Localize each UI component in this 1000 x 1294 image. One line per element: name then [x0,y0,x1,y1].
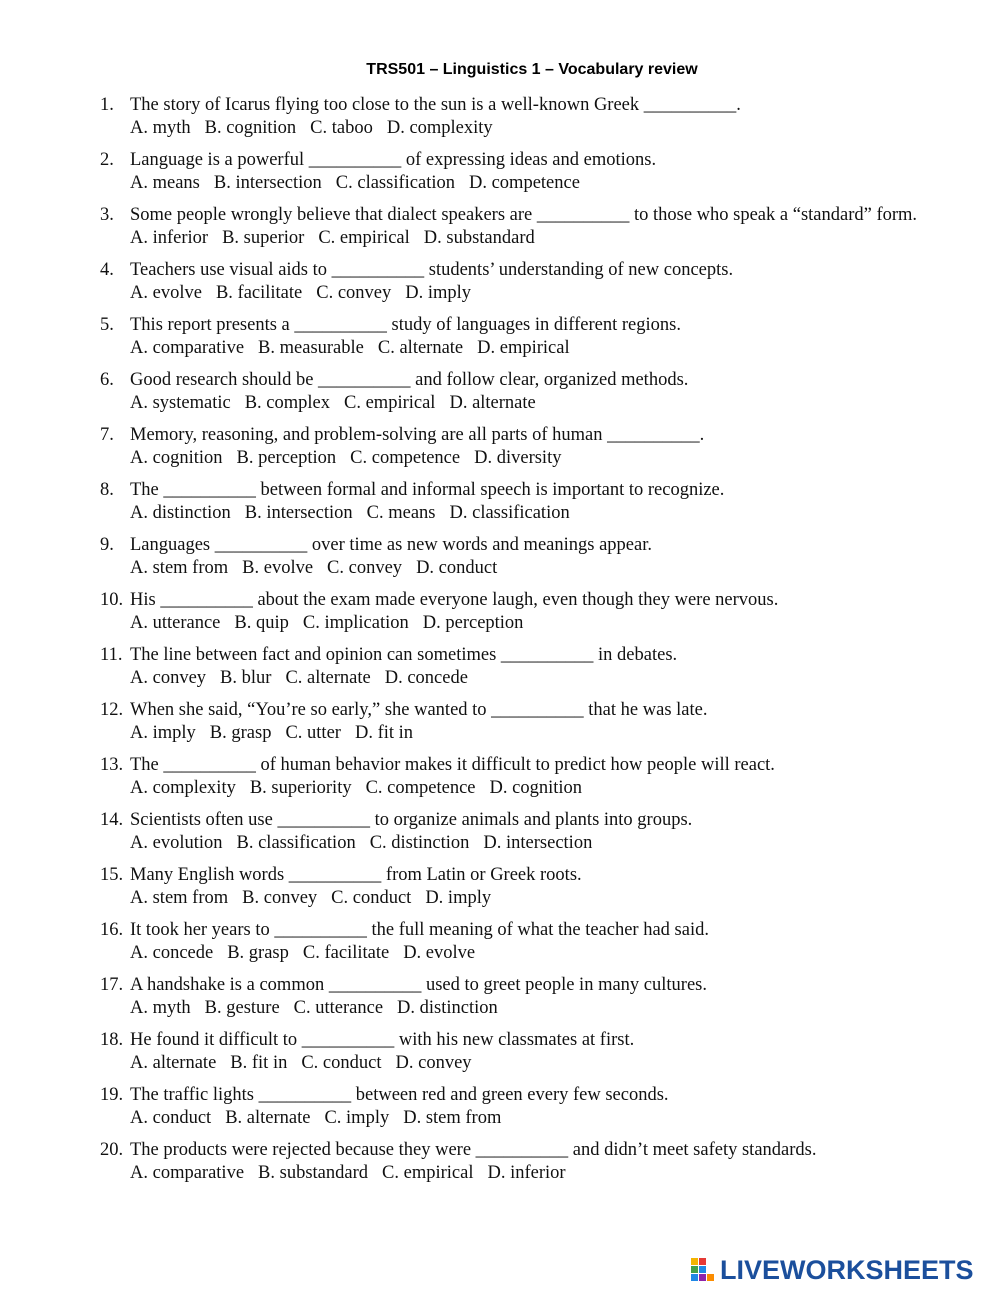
question-stem: Scientists often use __________ to organize animals and plants into groups. [130,810,693,830]
answer-option[interactable]: D. imply [405,283,472,303]
question-number: 18. [100,1030,124,1050]
answer-option[interactable]: C. classification [335,173,455,193]
question-number: 13. [100,755,124,775]
question-number: 20. [100,1140,124,1160]
question-stem: Language is a powerful __________ of expressing ideas and emotions. [130,150,657,170]
answer-option[interactable]: B. intersection [213,173,322,193]
answer-option[interactable]: C. alternate [377,338,464,358]
answer-option[interactable]: C. implication [302,613,409,633]
answer-option[interactable]: D. inferior [487,1163,566,1183]
question-item [100,369,960,415]
answer-option[interactable]: C. empirical [344,393,436,413]
answer-option[interactable]: B. perception [236,448,337,468]
answer-options [130,997,960,1020]
question-stem: Some people wrongly believe that dialect speakers are __________ to those who speak a “standard” form. [130,205,918,225]
answer-option[interactable]: A. convey [130,668,207,688]
answer-option[interactable]: D. evolve [403,943,476,963]
answer-option[interactable]: D. diversity [474,448,562,468]
answer-option[interactable]: B. intersection [244,503,353,523]
question-item [100,314,960,360]
question-stem: The story of Icarus flying too close to the sun is a well-known Greek __________. [130,95,741,115]
answer-options [130,447,960,470]
answer-option[interactable]: B. cognition [204,118,297,138]
answer-option[interactable]: D. fit in [354,723,414,743]
answer-option[interactable]: D. imply [425,888,492,908]
question-number: 8. [100,480,114,500]
question-number: 15. [100,865,124,885]
question-number: 1. [100,95,114,115]
answer-option[interactable]: A. alternate [130,1053,217,1073]
answer-option[interactable]: C. means [366,503,436,523]
answer-option[interactable]: A. comparative [130,1163,245,1183]
answer-option[interactable]: A. means [130,173,200,193]
question-item [100,809,960,855]
question-item [100,754,960,800]
question-item [100,919,960,965]
question-number: 7. [100,425,114,445]
answer-option[interactable]: B. gesture [204,998,280,1018]
question-number: 16. [100,920,124,940]
answer-option[interactable]: A. stem from [130,558,229,578]
answer-option[interactable]: A. conduct [130,1108,212,1128]
answer-option[interactable]: A. inferior [130,228,209,248]
answer-options [130,942,960,965]
answer-option[interactable]: A. distinction [130,503,231,523]
liveworksheets-logo-icon [690,1257,716,1283]
page-title: TRS501 – Linguistics 1 – Vocabulary review [366,61,698,78]
answer-option[interactable]: D. perception [422,613,524,633]
answer-option[interactable]: A. myth [130,998,191,1018]
answer-options [130,1162,960,1185]
answer-option[interactable]: D. intersection [483,833,593,853]
question-number: 3. [100,205,114,225]
liveworksheets-logo[interactable] [690,1252,990,1288]
question-list [100,94,960,1194]
answer-option[interactable]: C. competence [350,448,461,468]
answer-option[interactable]: C. conduct [301,1053,382,1073]
question-item [100,699,960,745]
answer-options [130,1107,960,1130]
question-number: 6. [100,370,114,390]
answer-option[interactable]: C. competence [365,778,476,798]
question-item [100,259,960,305]
answer-option[interactable]: C. convey [327,558,403,578]
answer-option[interactable]: D. complexity [386,118,493,138]
answer-option[interactable]: C. conduct [331,888,412,908]
question-stem: Good research should be __________ and follow clear, organized methods. [130,370,689,390]
question-stem: The line between fact and opinion can sometimes __________ in debates. [130,645,678,665]
answer-option[interactable]: B. alternate [225,1108,311,1128]
question-number: 19. [100,1085,124,1105]
question-number: 9. [100,535,114,555]
answer-options [130,612,960,635]
answer-options [130,172,960,195]
question-number: 11. [100,645,123,665]
question-stem: The products were rejected because they were __________ and didn’t meet safety standards. [130,1140,817,1160]
answer-options [130,777,960,800]
question-item [100,149,960,195]
logo-text: LIVEWORKSHEETS [720,1254,974,1285]
answer-option[interactable]: B. convey [242,888,318,908]
answer-option[interactable]: B. superior [222,228,305,248]
question-stem: The __________ of human behavior makes it difficult to predict how people will react. [130,755,775,775]
answer-options [130,557,960,580]
answer-options [130,887,960,910]
answer-option[interactable]: C. utterance [293,998,384,1018]
question-item [100,864,960,910]
answer-option[interactable]: B. grasp [209,723,272,743]
question-number: 12. [100,700,124,720]
question-item [100,1139,960,1185]
answer-option[interactable]: D. distinction [397,998,498,1018]
answer-option[interactable]: B. classification [236,833,356,853]
answer-option[interactable]: C. distinction [369,833,470,853]
answer-options [130,392,960,415]
answer-option[interactable]: A. evolve [130,283,202,303]
answer-option[interactable]: B. substandard [258,1163,369,1183]
answer-option[interactable]: C. convey [316,283,392,303]
question-item [100,1029,960,1075]
question-number: 10. [100,590,124,610]
question-item [100,534,960,580]
question-item [100,974,960,1020]
answer-option[interactable]: C. facilitate [302,943,390,963]
answer-option[interactable]: B. measurable [258,338,364,358]
answer-option[interactable]: B. facilitate [215,283,303,303]
question-number: 17. [100,975,124,995]
answer-options [130,282,960,305]
question-item [100,1084,960,1130]
answer-option[interactable]: D. competence [468,173,580,193]
answer-option[interactable]: D. stem from [403,1108,502,1128]
answer-option[interactable]: A. utterance [130,613,221,633]
question-stem: Teachers use visual aids to __________ students’ understanding of new concepts. [130,260,734,280]
question-item [100,589,960,635]
answer-option[interactable]: C. taboo [310,118,373,138]
answer-option[interactable]: D. convey [395,1053,472,1073]
answer-option[interactable]: D. alternate [449,393,536,413]
question-item [100,644,960,690]
answer-options [130,502,960,525]
answer-option[interactable]: B. grasp [227,943,289,963]
answer-option[interactable]: A. concede [130,943,214,963]
answer-option[interactable]: A. cognition [130,448,223,468]
answer-option[interactable]: A. complexity [130,778,236,798]
question-item [100,94,960,140]
answer-options [130,337,960,360]
answer-option[interactable]: B. evolve [242,558,314,578]
answer-option[interactable]: D. empirical [477,338,570,358]
question-item [100,479,960,525]
answer-option[interactable]: A. imply [130,723,196,743]
answer-option[interactable]: A. evolution [130,833,223,853]
answer-option[interactable]: A. comparative [130,338,245,358]
question-stem: It took her years to __________ the full meaning of what the teacher had said. [130,920,709,940]
answer-option[interactable]: C. alternate [285,668,371,688]
question-item [100,204,960,250]
question-item [100,424,960,470]
answer-option[interactable]: B. fit in [230,1053,288,1073]
question-stem: Languages __________ over time as new words and meanings appear. [130,535,652,555]
answer-options [130,1052,960,1075]
question-stem: The __________ between formal and informal speech is important to recognize. [130,480,725,500]
answer-option[interactable]: B. blur [220,668,272,688]
answer-option[interactable]: C. imply [324,1108,390,1128]
question-stem: He found it difficult to __________ with his new classmates at first. [130,1030,635,1050]
answer-option[interactable]: A. systematic [130,393,231,413]
answer-option[interactable]: D. substandard [423,228,535,248]
question-stem: Memory, reasoning, and problem-solving are all parts of human __________. [130,425,705,445]
answer-options [130,227,960,250]
answer-options [130,117,960,140]
question-number: 4. [100,260,114,280]
answer-options [130,667,960,690]
question-stem: Many English words __________ from Latin or Greek roots. [130,865,582,885]
answer-options [130,722,960,745]
answer-option[interactable]: A. myth [130,118,191,138]
answer-option[interactable]: C. empirical [382,1163,474,1183]
answer-option[interactable]: D. cognition [489,778,583,798]
answer-option[interactable]: B. superiority [249,778,352,798]
answer-option[interactable]: D. classification [449,503,570,523]
answer-option[interactable]: D. conduct [416,558,498,578]
question-stem: When she said, “You’re so early,” she wanted to __________ that he was late. [130,700,708,720]
answer-option[interactable]: C. empirical [318,228,410,248]
answer-option[interactable]: D. concede [384,668,468,688]
answer-options [130,832,960,855]
question-stem: This report presents a __________ study of languages in different regions. [130,315,681,335]
answer-option[interactable]: B. complex [244,393,330,413]
question-stem: A handshake is a common __________ used to greet people in many cultures. [130,975,707,995]
question-stem: His __________ about the exam made everyone laugh, even though they were nervous. [130,590,779,610]
question-number: 2. [100,150,114,170]
answer-option[interactable]: A. stem from [130,888,229,908]
question-number: 5. [100,315,114,335]
answer-option[interactable]: C. utter [285,723,341,743]
answer-option[interactable]: B. quip [234,613,289,633]
question-stem: The traffic lights __________ between red and green every few seconds. [130,1085,669,1105]
question-number: 14. [100,810,124,830]
